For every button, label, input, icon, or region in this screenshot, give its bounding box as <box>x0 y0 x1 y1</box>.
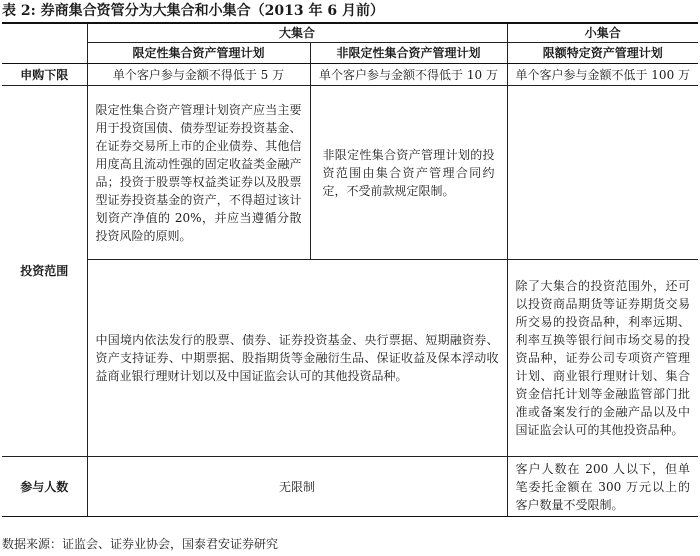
cell-big-common-scope: 中国境内依法发行的股票、债券、证券投资基金、央行票据、短期融资券、资产支持证券、中期票据、股指期货等金融衍生品、保证收益及保本浮动收益商业银行理财计划以及中国证监会认可的其他投资品种。 <box>87 260 507 457</box>
cell-limited-specific-scope: 除了大集合的投资范围外，还可以投资商品期货等证券期货交易所交易的投资品种，利率远期、利率互换等银行间市场交易的投资品种，证券公司专项资产管理计划、商业银行理财计划、集合资金信托计划等金融监管部门批准或备案发行的金融产品以及中国证监会认可的其他投资品种。 <box>507 260 698 457</box>
cell-big-participants: 无限制 <box>87 457 507 517</box>
row-investment-scope-lower <box>2 260 698 457</box>
table-title: 表 2: 券商集合资管分为大集合和小集合（2013 年 6 月前） <box>2 3 384 19</box>
cell-unrestricted-scope: 非限定性集合资产管理计划的投资范围由集合资产管理合同约定，不受前款规定限制。 <box>310 86 507 260</box>
cell-limited-specific-subscription: 单个客户参与金额不低于 100 万 <box>507 64 698 86</box>
cell-limited-specific-scope-blank <box>507 86 698 260</box>
header-restricted-plan: 限定性集合资产管理计划 <box>87 43 310 64</box>
row-label-participants: 参与人数 <box>2 457 87 517</box>
header-corner <box>2 23 87 43</box>
header-big-collective: 大集合 <box>87 23 507 43</box>
header-row-group <box>2 23 698 43</box>
cell-restricted-scope: 限定性集合资产管理计划资产应当主要用于投资国债、债券型证券投资基金、在证券交易所上市的企业债券、其他信用度高且流动性强的固定收益类金融产品；投资于股票等权益类证券以及股票型证券投资基金的资产，不得超过该计划资产净值的 20%，并应当遵循分散投资风险的原则。 <box>87 86 310 260</box>
row-label-subscription-min: 申购下限 <box>2 64 87 86</box>
header-limited-specific-plan: 限额特定资产管理计划 <box>507 43 698 64</box>
cell-unrestricted-subscription: 单个客户参与金额不得低于 10 万 <box>310 64 507 86</box>
cell-restricted-subscription: 单个客户参与金额不得低于 5 万 <box>87 64 310 86</box>
row-label-investment-scope: 投资范围 <box>2 86 87 457</box>
cell-limited-specific-participants: 客户人数在 200 人以下，但单笔委托金额在 300 万元以上的客户数量不受限制。 <box>507 457 698 517</box>
header-unrestricted-plan: 非限定性集合资产管理计划 <box>310 43 507 64</box>
row-participants <box>2 457 698 517</box>
comparison-table <box>2 22 698 517</box>
header-row-plans <box>2 43 698 64</box>
row-subscription-min <box>2 64 698 86</box>
header-small-collective: 小集合 <box>507 23 698 43</box>
row-investment-scope-upper <box>2 86 698 260</box>
header-corner-2 <box>2 43 87 64</box>
data-source-note: 数据来源：证监会、证券业协会，国泰君安证券研究 <box>2 537 279 551</box>
